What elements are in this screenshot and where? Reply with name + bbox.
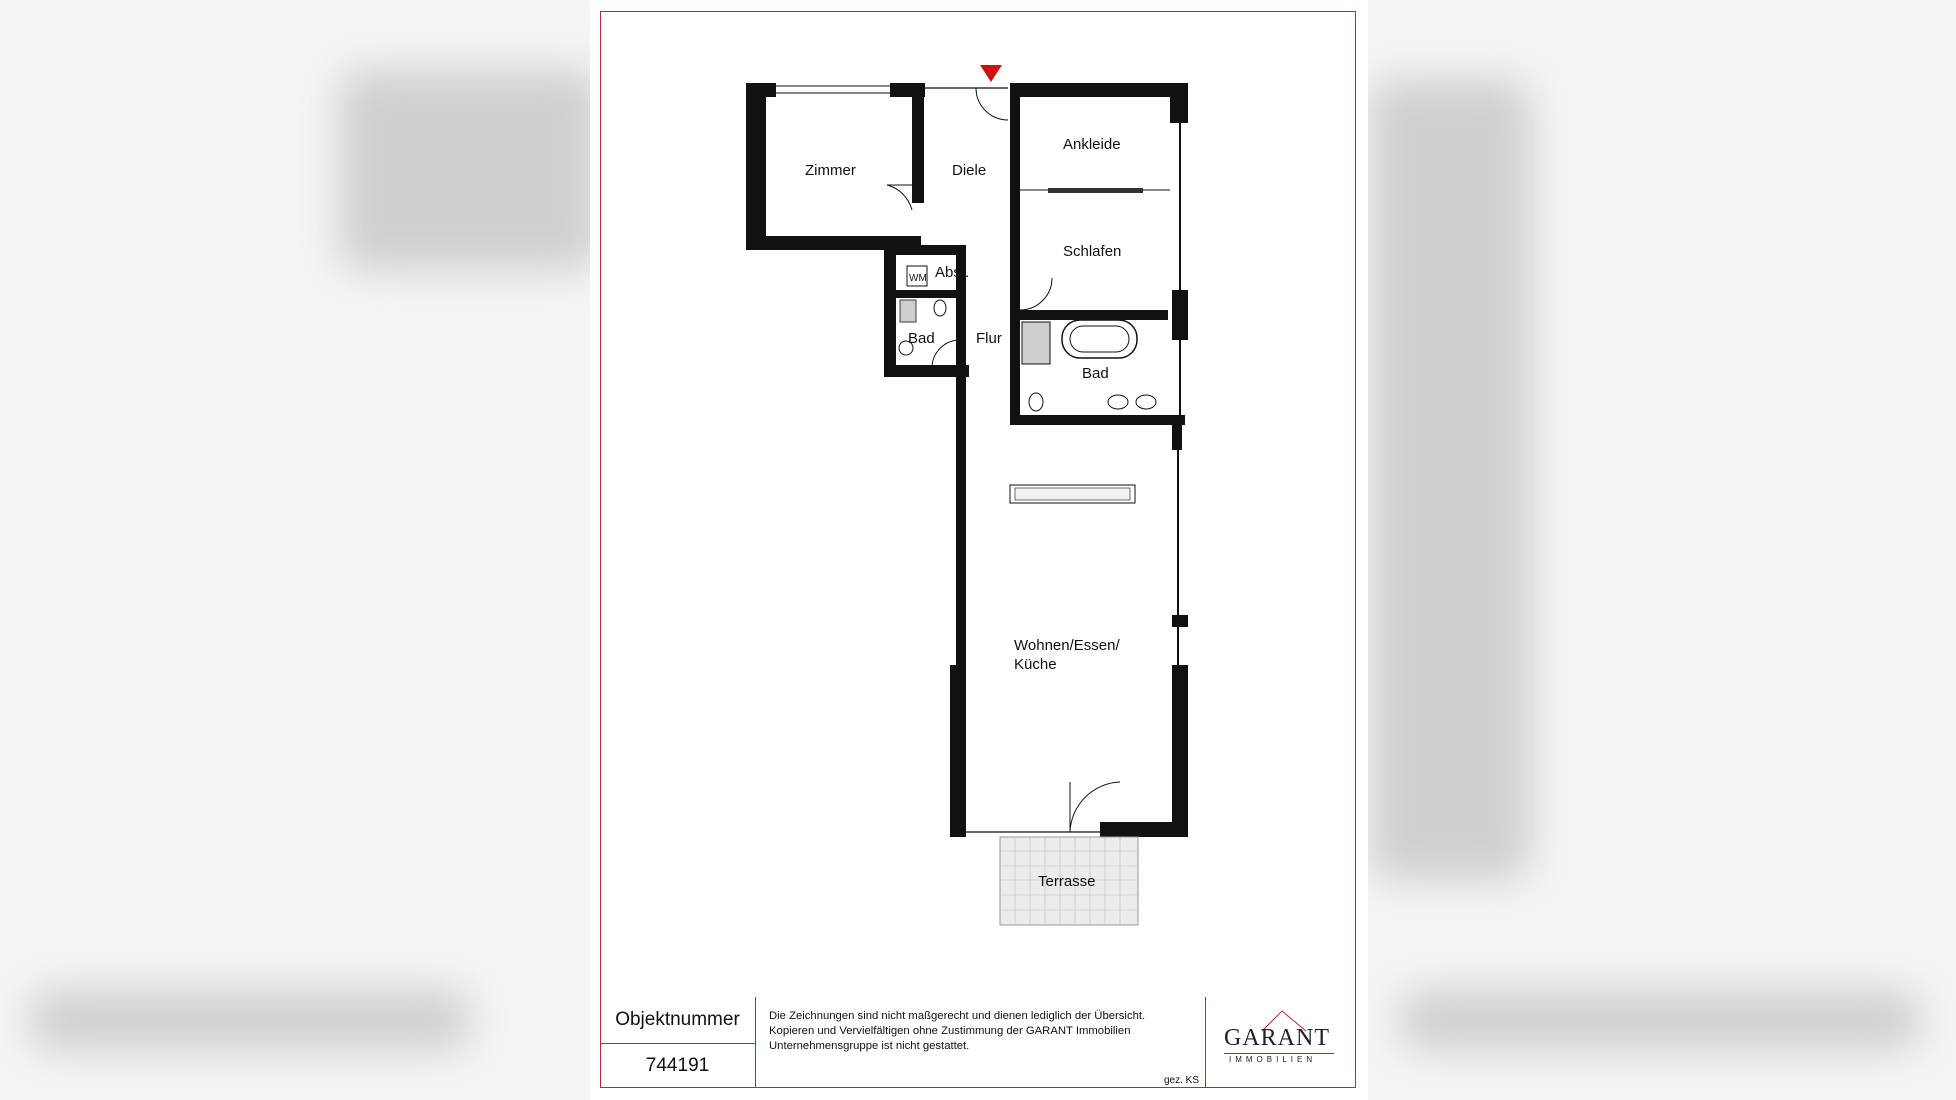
label-kueche: Küche [1014, 656, 1057, 673]
label-ankleide: Ankleide [1063, 136, 1121, 153]
label-schlafen: Schlafen [1063, 243, 1122, 260]
logo-divider [1224, 1053, 1334, 1054]
floor-plan-sheet [590, 0, 1368, 1100]
disclaimer-line: Die Zeichnungen sind nicht maßgerecht und dienen lediglich der Übersicht. [769, 1010, 1146, 1022]
label-zimmer: Zimmer [805, 162, 856, 179]
disclaimer-text [756, 997, 1206, 1088]
label-bad-small: Bad [908, 330, 935, 347]
entrance-marker-icon [980, 65, 1002, 82]
object-number-label: Objektnummer [600, 997, 756, 1044]
logo-subtitle: IMMOBILIEN [1229, 1055, 1317, 1064]
label-flur: Flur [976, 330, 1002, 347]
label-wm: WM [909, 273, 927, 284]
label-diele: Diele [952, 162, 987, 179]
disclaimer-line: Unternehmensgruppe ist nicht gestattet. [769, 1040, 970, 1052]
object-number-value: 744191 [600, 1044, 756, 1088]
label-abst: Abst. [935, 264, 970, 281]
label-terrasse: Terrasse [1038, 873, 1096, 890]
floor-plan [590, 0, 1368, 1000]
title-block [600, 997, 1356, 1088]
drawn-by: gez. KS [1163, 1075, 1199, 1086]
label-bad-large: Bad [1082, 365, 1109, 382]
garant-logo [1206, 997, 1356, 1088]
label-wohnen: Wohnen/Essen/ [1014, 637, 1120, 654]
disclaimer-line: Kopieren und Vervielfältigen ohne Zustimmung der GARANT Immobilien [769, 1025, 1131, 1037]
logo-wordmark: GARANT [1224, 1025, 1330, 1051]
